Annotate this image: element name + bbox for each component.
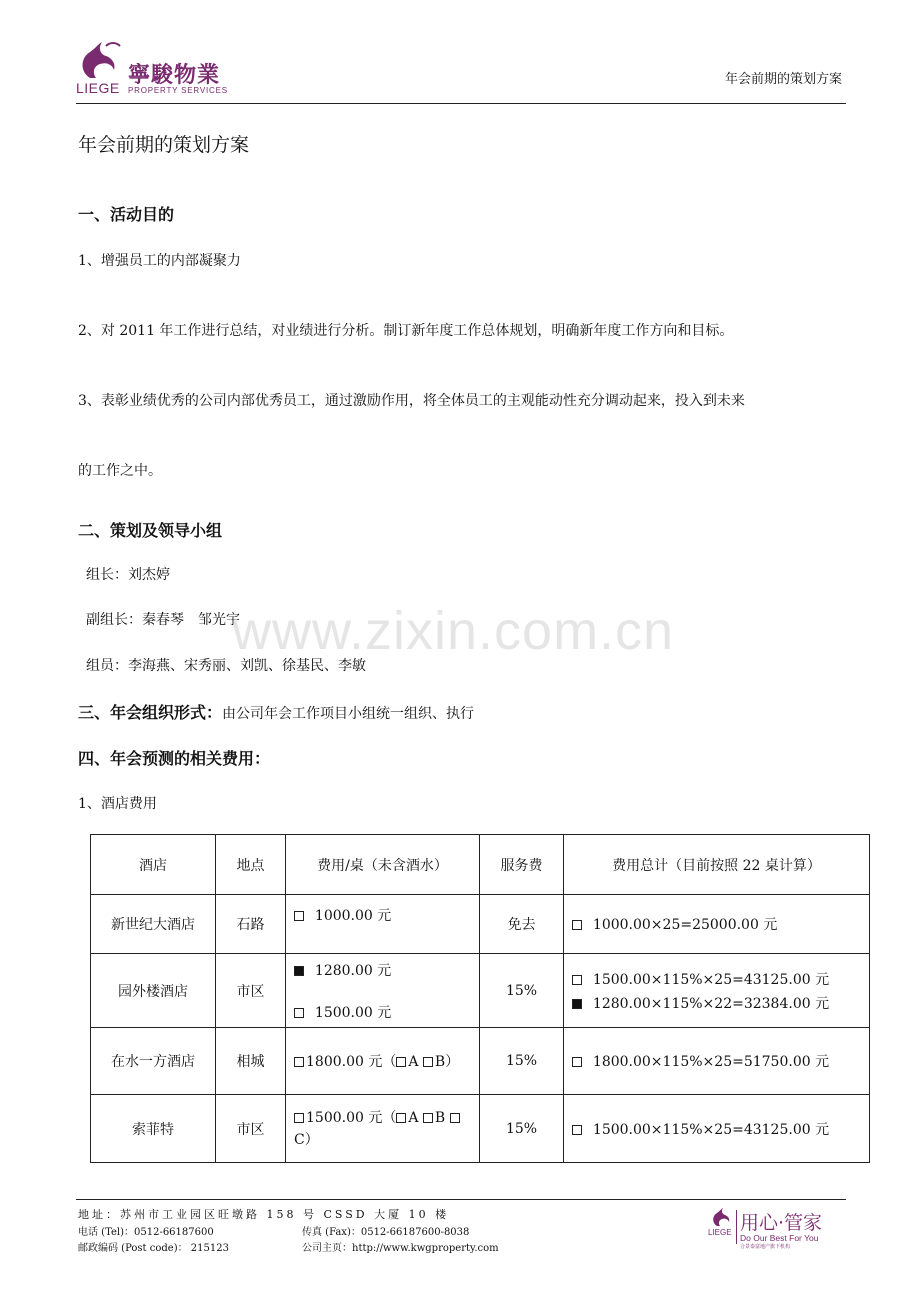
table-row (91, 1095, 870, 1163)
checkbox-checked-icon (294, 966, 304, 976)
footer-slogan-cn: 用心·管家 (740, 1212, 823, 1234)
total-option: 1800.00×115%×25=51750.00 元 (592, 1054, 830, 1070)
table-row (91, 895, 870, 954)
logo-chinese-text: 寧駿物業 (128, 63, 221, 88)
service-fee: 15% (480, 1095, 564, 1163)
footer-address: 地址：苏州市工业园区旺墩路 158 号 CSSD 大厦 10 楼 (78, 1208, 450, 1221)
checkbox-icon (423, 1057, 433, 1067)
fee-cell (286, 895, 480, 954)
vice-leader-line: 副组长：秦春琴 邹光宇 (86, 612, 240, 628)
checkbox-icon (572, 1125, 582, 1135)
members-line: 组员：李海燕、宋秀丽、刘凯、徐基民、李敏 (86, 658, 366, 674)
table-row (91, 1028, 870, 1095)
footer-logo (708, 1206, 844, 1250)
fee-option: 1800.00 元（ (306, 1054, 397, 1070)
total-cell (564, 954, 870, 1028)
fee-option: 1500.00 元 (314, 1004, 392, 1021)
footer-fax: 传真 (Fax)：0512-66187600-8038 (302, 1227, 470, 1238)
section4-sub1: 1、酒店费用 (78, 796, 157, 812)
total-option: 1500.00×115%×25=43125.00 元 (592, 1121, 830, 1138)
footer-divider (76, 1199, 846, 1200)
checkbox-icon (294, 1008, 304, 1018)
section2-heading: 二、策划及领导小组 (78, 521, 223, 540)
footer-logo-divider (736, 1210, 737, 1244)
fee-sub-option: A (408, 1054, 419, 1070)
section1-item-1: 1、增强员工的内部凝聚力 (78, 253, 241, 269)
company-logo (76, 42, 246, 98)
footer-logo-en: LIEGE (708, 1228, 732, 1237)
checkbox-icon (572, 920, 582, 930)
hotel-name: 新世纪大酒店 (91, 895, 216, 954)
header-fee-per-table: 费用/桌（未含酒水） (286, 835, 480, 895)
total-option: 1280.00×115%×22=32384.00 元 (592, 995, 830, 1012)
footer-tiny-text: 合景泰富地产旗下机构 (740, 1244, 791, 1250)
hotel-location: 相城 (216, 1028, 286, 1095)
service-fee: 免去 (480, 895, 564, 954)
checkbox-checked-icon (572, 999, 582, 1009)
checkbox-icon (396, 1113, 406, 1123)
fee-option-end: ） (445, 1054, 460, 1070)
fee-sub-option: B (434, 1054, 446, 1070)
logo-english-text: LIEGE (76, 80, 120, 96)
fee-cell (286, 1028, 480, 1095)
total-option: 1000.00×25=25000.00 元 (592, 917, 778, 933)
section3-heading: 三、年会组织形式： (78, 703, 223, 722)
service-fee: 15% (480, 954, 564, 1028)
watermark: www.zixin.com.cn (232, 601, 675, 661)
fee-sub-option: C (294, 1131, 305, 1148)
checkbox-icon (396, 1057, 406, 1067)
service-fee: 15% (480, 1028, 564, 1095)
total-option: 1500.00×115%×25=43125.00 元 (592, 971, 830, 988)
hotel-location: 市区 (216, 1095, 286, 1163)
section1-heading: 一、活动目的 (78, 205, 175, 224)
total-cell (564, 1095, 870, 1163)
table-row (91, 954, 870, 1028)
hotel-fee-table (90, 834, 870, 1163)
fee-option-end: ） (304, 1131, 319, 1148)
page-title: 年会前期的策划方案 (78, 134, 250, 156)
section1-item-3-cont: 的工作之中。 (78, 463, 162, 479)
footer-homepage: 公司主页：http://www.kwgproperty.com (302, 1243, 499, 1254)
section3-line (78, 700, 474, 723)
fee-sub-option: B (434, 1109, 446, 1126)
section1-item-2: 2、对 2011 年工作进行总结，对业绩进行分析。制订新年度工作总体规划，明确新年度工作方向和目标。 (78, 323, 734, 339)
table-header-row (91, 835, 870, 895)
header-divider (76, 103, 846, 104)
fee-cell (286, 1095, 480, 1163)
logo-subtitle: PROPERTY SERVICES (128, 86, 228, 95)
total-cell (564, 895, 870, 954)
section1-item-3: 3、表彰业绩优秀的公司内部优秀员工，通过激励作用，将全体员工的主观能动性充分调动起来，投入到未来 (78, 393, 745, 409)
hotel-name: 园外楼酒店 (91, 954, 216, 1028)
checkbox-icon (572, 975, 582, 985)
header-total: 费用总计（目前按照 22 桌计算） (564, 835, 870, 895)
hotel-location: 市区 (216, 954, 286, 1028)
fee-cell (286, 954, 480, 1028)
header-location: 地点 (216, 835, 286, 895)
footer-postcode: 邮政编码 (Post code)： 215123 (78, 1243, 229, 1254)
hotel-name: 索菲特 (91, 1095, 216, 1163)
leader-line: 组长：刘杰婷 (86, 567, 170, 583)
header-service-fee: 服务费 (480, 835, 564, 895)
total-cell (564, 1028, 870, 1095)
checkbox-icon (294, 1113, 304, 1123)
footer-logo-swirl-icon (710, 1208, 734, 1228)
header-hotel: 酒店 (91, 835, 216, 895)
fee-option: 1280.00 元 (314, 962, 392, 979)
hotel-name: 在水一方酒店 (91, 1028, 216, 1095)
section3-desc: 由公司年会工作项目小组统一组织、执行 (222, 706, 475, 722)
checkbox-icon (450, 1113, 460, 1123)
footer-tel: 电话 (Tel)：0512-66187600 (78, 1227, 214, 1238)
header-doc-title: 年会前期的策划方案 (724, 72, 842, 87)
hotel-location: 石路 (216, 895, 286, 954)
checkbox-icon (294, 1057, 304, 1067)
fee-sub-option: A (408, 1109, 419, 1126)
section4-heading: 四、年会预测的相关费用： (78, 749, 271, 768)
checkbox-icon (294, 911, 304, 921)
fee-option: 1000.00 元 (314, 908, 392, 924)
fee-option: 1500.00 元（ (306, 1109, 397, 1126)
footer-slogan-en: Do Our Best For You (740, 1233, 819, 1243)
checkbox-icon (423, 1113, 433, 1123)
logo-swirl-icon (76, 42, 126, 82)
checkbox-icon (572, 1057, 582, 1067)
